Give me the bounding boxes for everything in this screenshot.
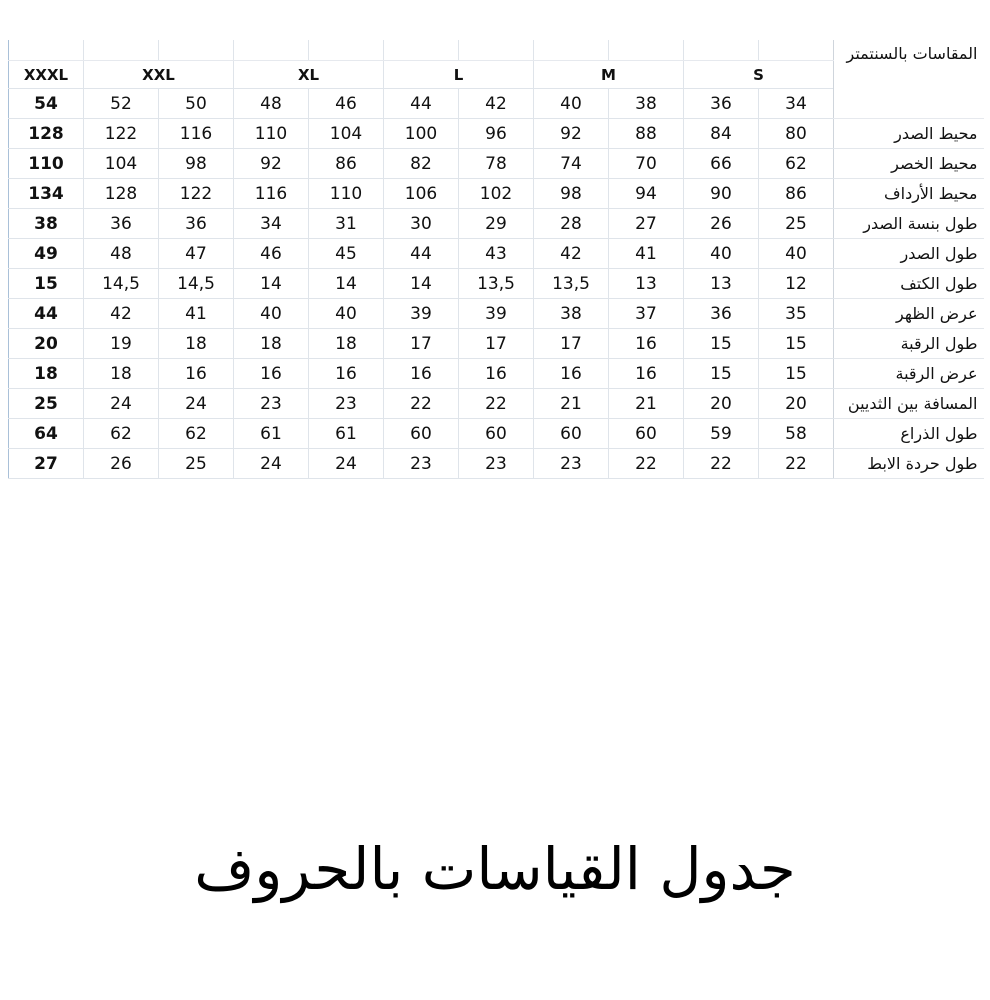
table-row	[9, 359, 984, 389]
size-chart-table	[8, 40, 984, 479]
measurement-cell: 90	[684, 179, 759, 209]
measurement-cell: 78	[459, 149, 534, 179]
table-row	[9, 329, 984, 359]
measurement-cell: 15	[9, 269, 84, 299]
measurement-cell: 40	[684, 239, 759, 269]
measurement-cell: 96	[459, 119, 534, 149]
size-label-m: M	[534, 61, 684, 89]
measurement-cell: 61	[234, 419, 309, 449]
measurement-cell: 14	[384, 269, 459, 299]
measurement-cell: 29	[459, 209, 534, 239]
measurement-cell: 13	[609, 269, 684, 299]
table-row	[9, 389, 984, 419]
measurement-cell: 60	[384, 419, 459, 449]
measurement-cell: 88	[609, 119, 684, 149]
measurement-cell: 45	[309, 239, 384, 269]
size-number: 36	[684, 89, 759, 119]
measurement-cell: 16	[309, 359, 384, 389]
measurement-cell: 92	[234, 149, 309, 179]
measurement-cell: 17	[384, 329, 459, 359]
size-label-xxxl: XXXL	[9, 61, 84, 89]
measurement-cell: 62	[159, 419, 234, 449]
measurement-cell: 20	[9, 329, 84, 359]
size-number: 44	[384, 89, 459, 119]
measurement-cell: 20	[759, 389, 834, 419]
measurement-cell: 18	[9, 359, 84, 389]
table-row	[9, 179, 984, 209]
measurement-cell: 14,5	[159, 269, 234, 299]
measurement-cell: 134	[9, 179, 84, 209]
measurement-label: طول الذراع	[834, 419, 984, 449]
measurement-cell: 17	[459, 329, 534, 359]
measurement-cell: 16	[609, 329, 684, 359]
measurement-cell: 60	[609, 419, 684, 449]
measurement-cell: 27	[609, 209, 684, 239]
measurement-cell: 66	[684, 149, 759, 179]
measurement-cell: 25	[9, 389, 84, 419]
measurement-cell: 28	[534, 209, 609, 239]
size-number: 52	[84, 89, 159, 119]
page-title: جدول القياسات بالحروف	[194, 835, 796, 903]
measurement-cell: 128	[9, 119, 84, 149]
size-number: 34	[759, 89, 834, 119]
measurement-cell: 26	[84, 449, 159, 479]
measurement-cell: 22	[384, 389, 459, 419]
size-number: 48	[234, 89, 309, 119]
measurement-cell: 43	[459, 239, 534, 269]
measurement-cell: 84	[684, 119, 759, 149]
measurement-cell: 64	[9, 419, 84, 449]
measurement-cell: 21	[609, 389, 684, 419]
measurement-cell: 38	[9, 209, 84, 239]
size-number: 50	[159, 89, 234, 119]
table-row	[9, 119, 984, 149]
measurement-cell: 24	[159, 389, 234, 419]
measurement-cell: 16	[234, 359, 309, 389]
measurement-label: المسافة بين الثديين	[834, 389, 984, 419]
measurement-cell: 70	[609, 149, 684, 179]
measurement-cell: 13,5	[534, 269, 609, 299]
measurement-cell: 16	[159, 359, 234, 389]
table-row	[9, 149, 984, 179]
measurement-cell: 122	[159, 179, 234, 209]
measurement-cell: 98	[159, 149, 234, 179]
measurement-label: طول الصدر	[834, 239, 984, 269]
blank-header-row	[9, 40, 984, 61]
measurement-cell: 60	[534, 419, 609, 449]
measurement-label: طول حردة الابط	[834, 449, 984, 479]
measurement-cell: 94	[609, 179, 684, 209]
measurement-cell: 44	[384, 239, 459, 269]
measurement-cell: 100	[384, 119, 459, 149]
size-label-l: L	[384, 61, 534, 89]
measurement-cell: 15	[684, 359, 759, 389]
measurement-cell: 12	[759, 269, 834, 299]
measurement-cell: 31	[309, 209, 384, 239]
measurement-cell: 48	[84, 239, 159, 269]
table-row	[9, 209, 984, 239]
measurement-cell: 15	[684, 329, 759, 359]
measurement-cell: 41	[159, 299, 234, 329]
measurement-cell: 82	[384, 149, 459, 179]
measurement-cell: 22	[609, 449, 684, 479]
measurement-cell: 62	[84, 419, 159, 449]
measurement-cell: 21	[534, 389, 609, 419]
measurement-cell: 74	[534, 149, 609, 179]
measurement-cell: 25	[759, 209, 834, 239]
measurement-cell: 34	[234, 209, 309, 239]
measurement-cell: 62	[759, 149, 834, 179]
measurement-cell: 23	[534, 449, 609, 479]
measurement-cell: 116	[234, 179, 309, 209]
table-row	[9, 239, 984, 269]
measurement-cell: 16	[459, 359, 534, 389]
size-number: 46	[309, 89, 384, 119]
measurement-cell: 46	[234, 239, 309, 269]
measurement-cell: 36	[84, 209, 159, 239]
measurement-cell: 116	[159, 119, 234, 149]
measurement-label: محيط الصدر	[834, 119, 984, 149]
measurement-cell: 14,5	[84, 269, 159, 299]
measurement-cell: 106	[384, 179, 459, 209]
measurement-cell: 16	[609, 359, 684, 389]
table-row	[9, 269, 984, 299]
measurement-cell: 92	[534, 119, 609, 149]
measurement-cell: 15	[759, 359, 834, 389]
measurement-cell: 86	[309, 149, 384, 179]
measurement-cell: 16	[534, 359, 609, 389]
measurement-cell: 24	[84, 389, 159, 419]
measurement-cell: 86	[759, 179, 834, 209]
measurement-cell: 36	[159, 209, 234, 239]
measurement-cell: 17	[534, 329, 609, 359]
measurement-cell: 42	[84, 299, 159, 329]
measurement-cell: 13	[684, 269, 759, 299]
measurement-label: محيط الأرداف	[834, 179, 984, 209]
size-number: 40	[534, 89, 609, 119]
measurement-cell: 14	[234, 269, 309, 299]
measurement-cell: 13,5	[459, 269, 534, 299]
measurement-cell: 47	[159, 239, 234, 269]
measurement-cell: 30	[384, 209, 459, 239]
measurement-cell: 18	[84, 359, 159, 389]
measurement-cell: 104	[309, 119, 384, 149]
measurement-cell: 39	[384, 299, 459, 329]
measurement-cell: 110	[234, 119, 309, 149]
measurement-cell: 37	[609, 299, 684, 329]
measurement-label: طول بنسة الصدر	[834, 209, 984, 239]
measurement-cell: 40	[759, 239, 834, 269]
measurement-cell: 18	[309, 329, 384, 359]
measurement-cell: 23	[234, 389, 309, 419]
measurement-label: عرض الرقبة	[834, 359, 984, 389]
size-number: 38	[609, 89, 684, 119]
measurement-cell: 102	[459, 179, 534, 209]
measurement-cell: 35	[759, 299, 834, 329]
measurement-cell: 16	[384, 359, 459, 389]
measurement-cell: 38	[534, 299, 609, 329]
size-label-xl: XL	[234, 61, 384, 89]
measurement-cell: 26	[684, 209, 759, 239]
measurement-cell: 19	[84, 329, 159, 359]
size-label-s: S	[684, 61, 834, 89]
measurement-cell: 18	[159, 329, 234, 359]
measurement-cell: 41	[609, 239, 684, 269]
measurement-cell: 39	[459, 299, 534, 329]
measurement-cell: 122	[84, 119, 159, 149]
measurement-cell: 110	[309, 179, 384, 209]
measurement-cell: 40	[309, 299, 384, 329]
measurement-cell: 14	[309, 269, 384, 299]
measurement-cell: 59	[684, 419, 759, 449]
measurement-cell: 22	[459, 389, 534, 419]
size-number: 54	[9, 89, 84, 119]
measurement-cell: 128	[84, 179, 159, 209]
measurement-cell: 80	[759, 119, 834, 149]
measurement-rows	[9, 119, 984, 479]
size-label-xxl: XXL	[84, 61, 234, 89]
measurement-cell: 27	[9, 449, 84, 479]
measurement-label: طول الرقبة	[834, 329, 984, 359]
measurement-label: عرض الظهر	[834, 299, 984, 329]
measurement-cell: 42	[534, 239, 609, 269]
measurement-cell: 23	[459, 449, 534, 479]
measurement-cell: 20	[684, 389, 759, 419]
size-number: 42	[459, 89, 534, 119]
measurement-cell: 61	[309, 419, 384, 449]
measurement-cell: 110	[9, 149, 84, 179]
measurement-cell: 104	[84, 149, 159, 179]
table-row	[9, 419, 984, 449]
measurement-cell: 15	[759, 329, 834, 359]
measurement-cell: 25	[159, 449, 234, 479]
measurement-cell: 44	[9, 299, 84, 329]
measurement-cell: 23	[384, 449, 459, 479]
measurement-cell: 23	[309, 389, 384, 419]
measurement-cell: 24	[309, 449, 384, 479]
table-row	[9, 299, 984, 329]
measurement-cell: 40	[234, 299, 309, 329]
measurement-label: محيط الخصر	[834, 149, 984, 179]
table-title: المقاسات بالسنتمتر	[834, 40, 984, 119]
table-row	[9, 449, 984, 479]
measurement-cell: 22	[759, 449, 834, 479]
measurement-cell: 24	[234, 449, 309, 479]
measurement-cell: 49	[9, 239, 84, 269]
measurement-cell: 58	[759, 419, 834, 449]
measurement-cell: 22	[684, 449, 759, 479]
measurement-cell: 36	[684, 299, 759, 329]
measurement-cell: 18	[234, 329, 309, 359]
measurement-cell: 60	[459, 419, 534, 449]
measurement-cell: 98	[534, 179, 609, 209]
measurement-label: طول الكتف	[834, 269, 984, 299]
